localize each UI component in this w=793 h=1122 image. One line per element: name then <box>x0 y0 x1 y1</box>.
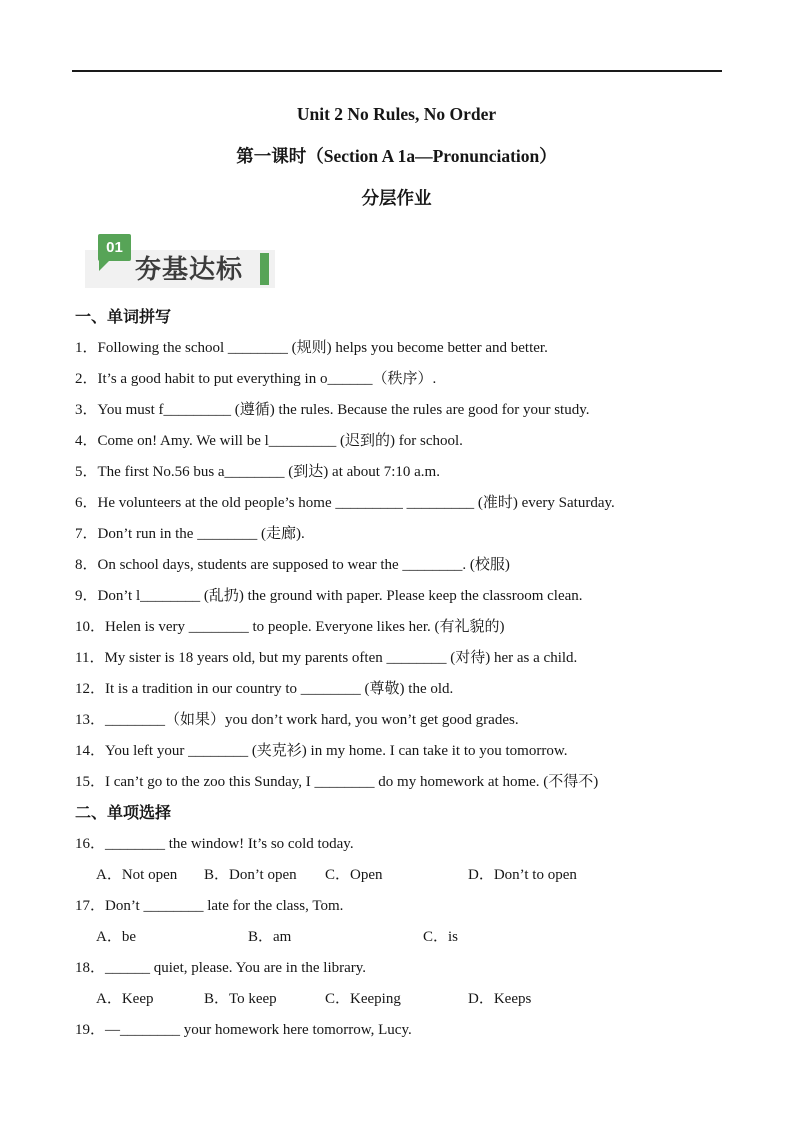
header-rule <box>72 70 722 72</box>
question-7: 7．Don’t run in the ________ (走廊). <box>75 526 305 542</box>
question-4: 4．Come on! Amy. We will be l_________ (迟到的) for school. <box>75 433 463 449</box>
worksheet-content <box>75 302 735 1046</box>
section-1-heading: 一、单词拼写 <box>75 309 172 326</box>
option-16-d: D．Don’t to open <box>468 867 577 883</box>
question-8: 8．On school days, students are supposed to wear the ________. (校服) <box>75 557 510 573</box>
question-12: 12．It is a tradition in our country to ________ (尊敬) the old. <box>75 681 454 697</box>
option-18-c: C．Keeping <box>325 991 401 1007</box>
option-17-a: A．be <box>96 929 136 945</box>
doc-title: Unit 2 No Rules, No Order <box>296 104 497 124</box>
question-6: 6．He volunteers at the old people’s home _________ _________ (准时) every Saturday. <box>75 495 615 511</box>
question-9: 9．Don’t l________ (乱扔) the ground with paper. Please keep the classroom clean. <box>75 588 583 604</box>
section-2-heading: 二、单项选择 <box>75 805 172 822</box>
question-18-options <box>75 984 735 1015</box>
option-18-b: B．To keep <box>204 991 277 1007</box>
question-13: 13．________（如果）you don’t work hard, you won’t get good grades. <box>75 712 519 728</box>
doc-subtitle-homework: 分层作业 <box>361 188 432 208</box>
option-16-c: C．Open <box>325 867 383 883</box>
option-18-a: A．Keep <box>96 991 154 1007</box>
question-10: 10．Helen is very ________ to people. Everyone likes her. (有礼貌的) <box>75 619 505 635</box>
doc-subtitle-lesson: 第一课时（Section A 1a—Pronunciation） <box>236 146 557 166</box>
section-banner-accent-bar <box>260 253 269 285</box>
title-block <box>0 104 793 230</box>
option-18-d: D．Keeps <box>468 991 532 1007</box>
question-1: 1．Following the school ________ (规则) helps you become better and better. <box>75 340 548 356</box>
section-banner-number-badge: 01 <box>98 234 131 261</box>
question-11: 11．My sister is 18 years old, but my parents often ________ (对待) her as a child. <box>75 650 578 666</box>
question-15: 15．I can’t go to the zoo this Sunday, I ________ do my homework at home. (不得不) <box>75 774 599 790</box>
section-banner-label: 夯基达标 <box>135 254 244 284</box>
question-17: 17．Don’t ________ late for the class, Tom. <box>75 898 344 914</box>
question-16: 16．________ the window! It’s so cold today. <box>75 836 354 852</box>
question-17-options <box>75 922 735 953</box>
question-3: 3．You must f_________ (遵循) the rules. Because the rules are good for your study. <box>75 402 590 418</box>
question-18: 18．______ quiet, please. You are in the library. <box>75 960 367 976</box>
question-14: 14．You left your ________ (夹克衫) in my home. I can take it to you tomorrow. <box>75 743 568 759</box>
question-19: 19．—________ your homework here tomorrow, Lucy. <box>75 1022 412 1038</box>
question-16-options <box>75 860 735 891</box>
question-2: 2．It’s a good habit to put everything in o______（秩序）. <box>75 371 437 387</box>
option-17-b: B．am <box>248 929 292 945</box>
option-16-b: B．Don’t open <box>204 867 297 883</box>
question-5: 5．The first No.56 bus a________ (到达) at about 7:10 a.m. <box>75 464 440 480</box>
option-16-a: A．Not open <box>96 867 178 883</box>
option-17-c: C．is <box>423 929 459 945</box>
